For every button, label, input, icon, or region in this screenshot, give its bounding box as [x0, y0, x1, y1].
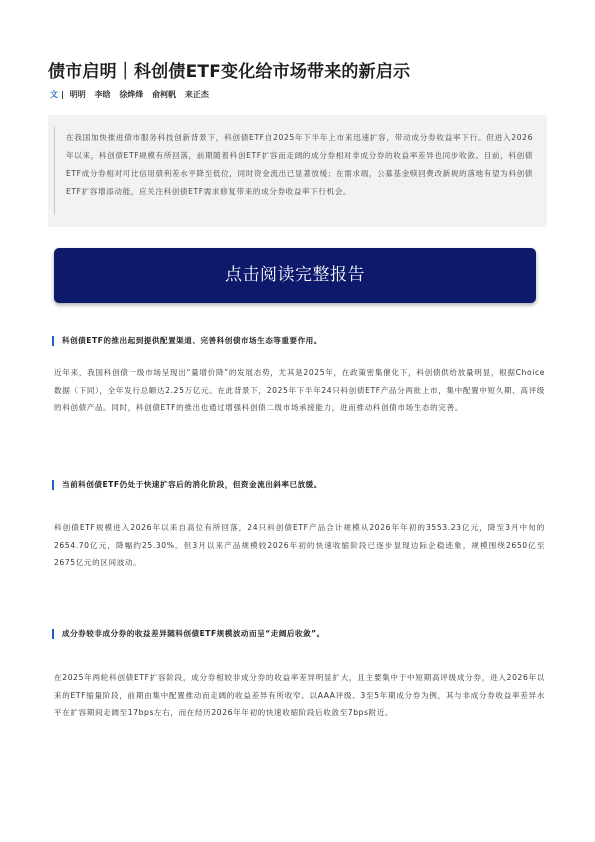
author-name: 徐烨烽: [119, 90, 144, 99]
read-full-report-button[interactable]: 点击阅读完整报告: [54, 248, 536, 303]
byline: [50, 89, 215, 100]
section-heading-1: 科创债ETF的推出起到提供配置渠道、完善科创债市场生态等重要作用。: [52, 336, 562, 346]
author-name: 李晗: [94, 90, 111, 99]
author-name: 来正杰: [184, 90, 209, 99]
section-body-1: 近年来，我国科创债一级市场呈现出“量增价降”的发展态势，尤其是2025年，在政策密集催化下，科创债供给放量明显，根据Choice数据（下同），全年发行总额达2.25万亿元。在此背景下，2025年下半年24只科创债ETF产品分两批上市，集中配置中短久期、高评级的科创债产品。同时，科创债ETF的推出也通过增强科创债二级市场承接能力，进而推动科创债市场生态的完善。: [54, 368, 545, 412]
byline-separator: |: [61, 90, 64, 99]
byline-tag: 文: [50, 90, 58, 99]
section-heading-3: 成分券较非成分券的收益差异随科创债ETF规模波动而呈“走阔后收敛”。: [52, 629, 562, 639]
author-name: 俞柯帆: [152, 90, 177, 99]
section-body-2: 科创债ETF规模进入2026年以来自高位有所回落，24只科创债ETF产品合计规模从2026年年初的3553.23亿元，降至3月中旬的2654.70亿元，降幅约25.30%。但3月以来产品规模较2026年初的快速收缩阶段已逐步显现边际企稳迹象，规模围绕2650亿至2675亿元的区间波动。: [54, 523, 545, 567]
author-name: 明明: [69, 90, 86, 99]
section-body-3: 在2025年两轮科创债ETF扩容阶段，成分券相较非成分券的收益率差异明显扩大，且主要集中于中短期高评级成分券，进入2026年以来的ETF缩量阶段，前期由集中配置推动而走阔的收益差异有所收窄。以AAA评级、3至5年期成分券为例，其与非成分券收益率差异水平在扩容期间走阔至17bps左右，而在经历2026年年初的快速收缩阶段后收敛至7bps附近。: [54, 673, 545, 717]
section-heading-2: 当前科创债ETF仍处于快速扩容后的消化阶段，但资金流出斜率已放缓。: [52, 480, 562, 490]
abstract-box: 在我国加快推进债市服务科技创新背景下，科创债ETF自2025年下半年上市来迅速扩容，带动成分券收益率下行。但进入2026年以来，科创债ETF规模有所回落，前期随着科创ETF扩容而走阔的成分券相对非成分券的收益率差异也同步收敛。目前，科创债ETF成分券相对可比信用债利差水平降至低位，同时资金流出已显著放缓；在需求端，公募基金赎回费改新规的落地有望为科创债ETF扩容增添动能，应关注科创债ETF需求修复带来的成分券收益率下行机会。: [48, 115, 547, 227]
page-title: 债市启明｜科创债ETF变化给市场带来的新启示: [48, 62, 411, 82]
